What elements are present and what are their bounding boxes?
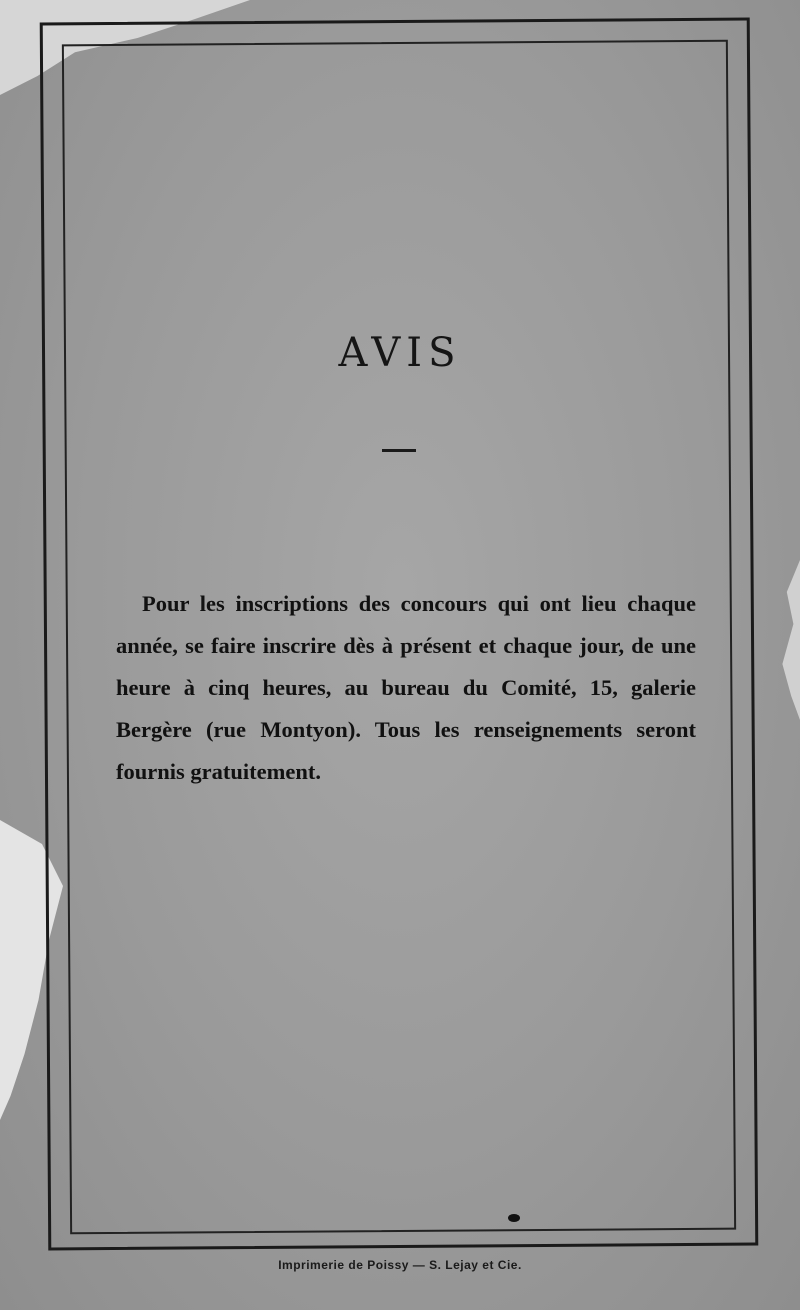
- title-divider-rule: [382, 449, 416, 452]
- ink-spot: [508, 1214, 520, 1222]
- notice-title: AVIS: [338, 330, 462, 376]
- printer-imprint: Imprimerie de Poissy — S. Lejay et Cie.: [278, 1258, 522, 1272]
- notice-body-paragraph: Pour les inscriptions des concours qui ont lieu chaque année, se faire inscrire dès à présent et chaque jour, de une heure à cinq heures, au bureau du Comité, 15, galerie Bergère (rue Montyon). Tous les renseignements seront fournis gratuitement.: [116, 591, 696, 784]
